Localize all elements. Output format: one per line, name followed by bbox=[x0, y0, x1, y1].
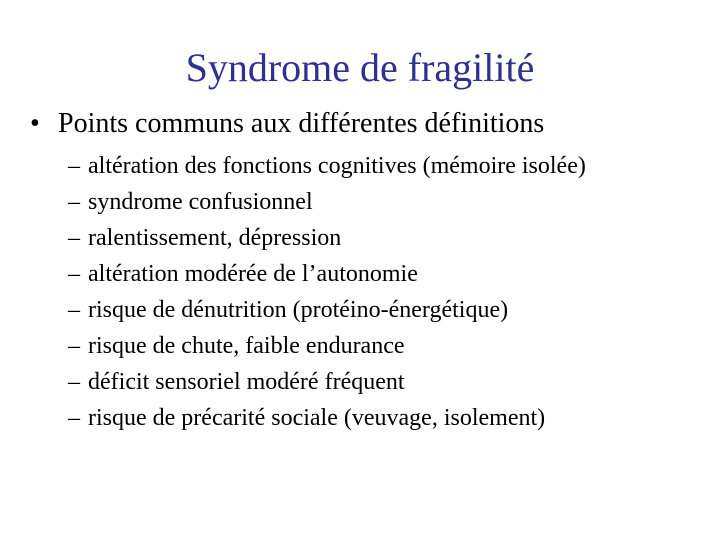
sub-bullet-text: déficit sensoriel modéré fréquent bbox=[88, 369, 405, 395]
dash-marker: – bbox=[68, 369, 80, 395]
sub-bullet-text: altération modérée de l’autonomie bbox=[88, 261, 418, 287]
sub-bullet-text: risque de chute, faible endurance bbox=[88, 333, 405, 359]
sub-bullet-text: risque de précarité sociale (veuvage, isolement) bbox=[88, 405, 546, 431]
sub-bullet-text: syndrome confusionnel bbox=[88, 189, 313, 215]
sub-bullet-text: ralentissement, dépression bbox=[88, 225, 342, 251]
sub-bullet-text: altération des fonctions cognitives (mémoire isolée) bbox=[88, 153, 586, 179]
sub-bullet-item bbox=[68, 256, 586, 292]
sub-bullet-item bbox=[68, 364, 586, 400]
main-bullet bbox=[30, 106, 544, 142]
slide-title: Syndrome de fragilité bbox=[185, 45, 535, 90]
dash-marker: – bbox=[68, 153, 80, 179]
dash-marker: – bbox=[68, 189, 80, 215]
sub-bullet-item bbox=[68, 220, 586, 256]
sub-bullet-item bbox=[68, 400, 586, 436]
sub-bullet-text: risque de dénutrition (protéino-énergétique) bbox=[88, 297, 509, 323]
sub-bullet-list bbox=[68, 148, 586, 436]
main-bullet-text: Points communs aux différentes définitions bbox=[58, 108, 545, 139]
dash-marker: – bbox=[68, 333, 80, 359]
dash-marker: – bbox=[68, 225, 80, 251]
sub-bullet-item bbox=[68, 292, 586, 328]
sub-bullet-item bbox=[68, 328, 586, 364]
sub-bullet-item bbox=[68, 184, 586, 220]
bullet-marker: • bbox=[30, 108, 40, 139]
sub-bullet-item bbox=[68, 148, 586, 184]
dash-marker: – bbox=[68, 405, 80, 431]
dash-marker: – bbox=[68, 297, 80, 323]
dash-marker: – bbox=[68, 261, 80, 287]
